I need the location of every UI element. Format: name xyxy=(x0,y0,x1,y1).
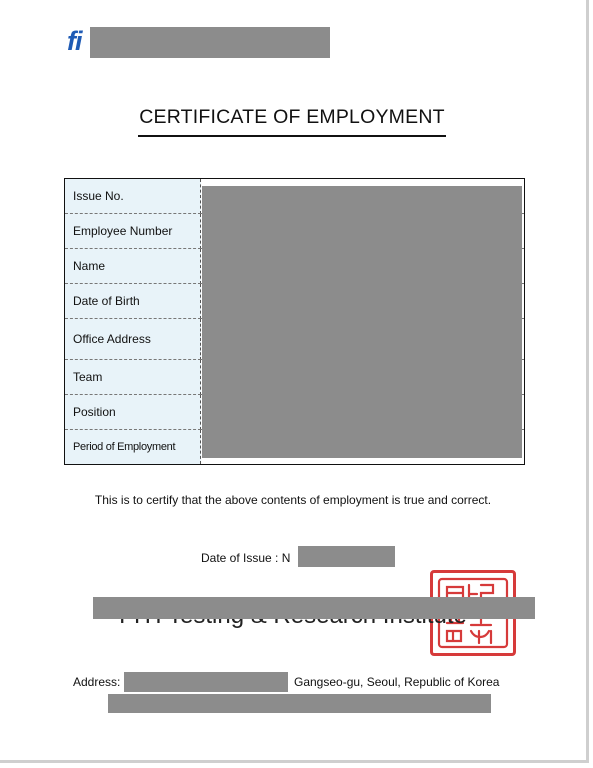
redacted-organization-line xyxy=(93,597,535,619)
date-of-issue-label: Date of Issue : xyxy=(201,551,279,565)
redacted-table-values xyxy=(202,186,522,458)
address-text: Gangseo-gu, Seoul, Republic of Korea xyxy=(294,675,500,689)
redacted-address-part xyxy=(124,672,288,692)
title-block xyxy=(138,106,446,137)
field-label-date-of-birth: Date of Birth xyxy=(65,284,201,319)
field-label-period-of-employment: Period of Employment xyxy=(65,430,201,465)
company-logo: fi xyxy=(67,26,82,56)
field-label-office-address: Office Address xyxy=(65,319,201,360)
document-title: CERTIFICATE OF EMPLOYMENT xyxy=(139,106,445,128)
date-of-issue-value: N xyxy=(281,551,291,565)
redacted-issue-date xyxy=(298,546,395,567)
certification-statement: This is to certify that the above contents of employment is true and correct. xyxy=(94,493,492,507)
address-label: Address: xyxy=(73,675,121,689)
field-label-position: Position xyxy=(65,395,201,430)
redacted-contact-line xyxy=(108,694,491,713)
redacted-logo-text xyxy=(90,27,330,58)
field-label-team: Team xyxy=(65,360,201,395)
date-of-issue xyxy=(201,551,290,565)
field-label-name: Name xyxy=(65,249,201,284)
field-label-employee-number: Employee Number xyxy=(65,214,201,249)
field-label-issue-no: Issue No. xyxy=(65,179,201,214)
